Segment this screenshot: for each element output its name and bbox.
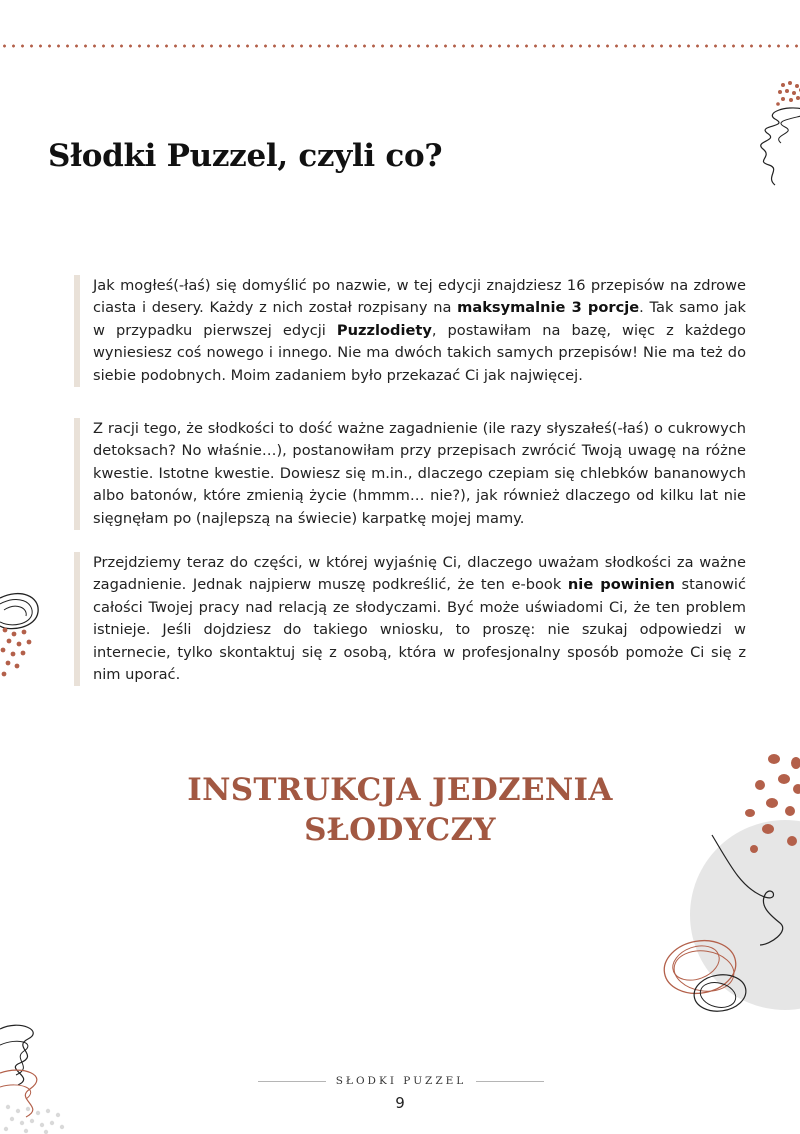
text-run: Z racji tego, że słodkości to dość ważne zagadnienie (ile razy słyszałeś(-łaś) o cukrowych detoksach? No właśnie…), postanowiłam przy przepisach zwrócić Twoją uwagę na różne kwestie. Istotne kwestie. Dowiesz się m.in., dlaczego czepiam się chlebków bananowych albo batonów, które zmienią życie (hmmm… nie?), jak również dlaczego od kilku lat nie sięgnęłam po (najlepszą na świecie) karpatkę mojej mamy. [93, 420, 746, 527]
scribble-left [0, 588, 50, 683]
scribble-bottom-left [0, 1015, 75, 1134]
text-run: Przejdziemy teraz do części, w której wyjaśnię Ci, dlaczego uważam słodkości za ważne zagadnienie. Jednak najpierw muszę podkreślić, że ten e-book [93, 554, 746, 594]
footer-label: SŁODKI PUZZEL [335, 1075, 467, 1087]
paragraph-intro [74, 275, 746, 387]
text-run: stanowić całości Twojej pracy nad relacją ze słodyczami. Być może uświadomi Ci, że ten problem istnieje. Jeśli dojdziesz do takiego wniosku, to proszę: nie szukaj odpowiedzi w internecie, tylko skontaktuj się z osobą, która w profesjonalny sposób pomoże Ci się z nim uporać. [93, 576, 746, 684]
page-number: 9 [395, 1094, 405, 1112]
footer [258, 1075, 544, 1087]
page-title: Słodki Puzzel, czyli co? [48, 138, 443, 174]
paragraph-sweets-topics [74, 418, 746, 530]
paragraph-disclaimer [74, 552, 746, 686]
text-run: Jak mogłeś(-łaś) się domyślić po nazwie, w tej edycji znajdziesz 16 przepisów na zdrowe ciasta i desery. Każdy z nich został rozpisany na [93, 277, 746, 317]
text-run: . Tak samo jak w przypadku pierwszej edycji [93, 299, 746, 339]
bold-text: nie powinien [567, 576, 675, 594]
top-dotted-border [0, 44, 800, 48]
footer-rule-right [476, 1081, 544, 1082]
section-heading-line1: INSTRUKCJA JEDZENIA [187, 772, 613, 808]
bold-text: maksymalnie 3 porcje [457, 299, 640, 317]
footer-rule-left [258, 1081, 326, 1082]
bold-text: Puzzlodiety [336, 321, 432, 339]
scribble-top-right [745, 75, 800, 195]
text-run: , postawiłam na bazę, więc z każdego wyniesiesz coś nowego i innego. Nie ma dwóch takich samych przepisów! Nie ma też do siebie podobnych. Moim zadaniem było przekazać Ci jak najwięcej. [93, 321, 746, 384]
section-heading [0, 770, 800, 850]
section-heading-line2: SŁODYCZY [304, 812, 496, 848]
